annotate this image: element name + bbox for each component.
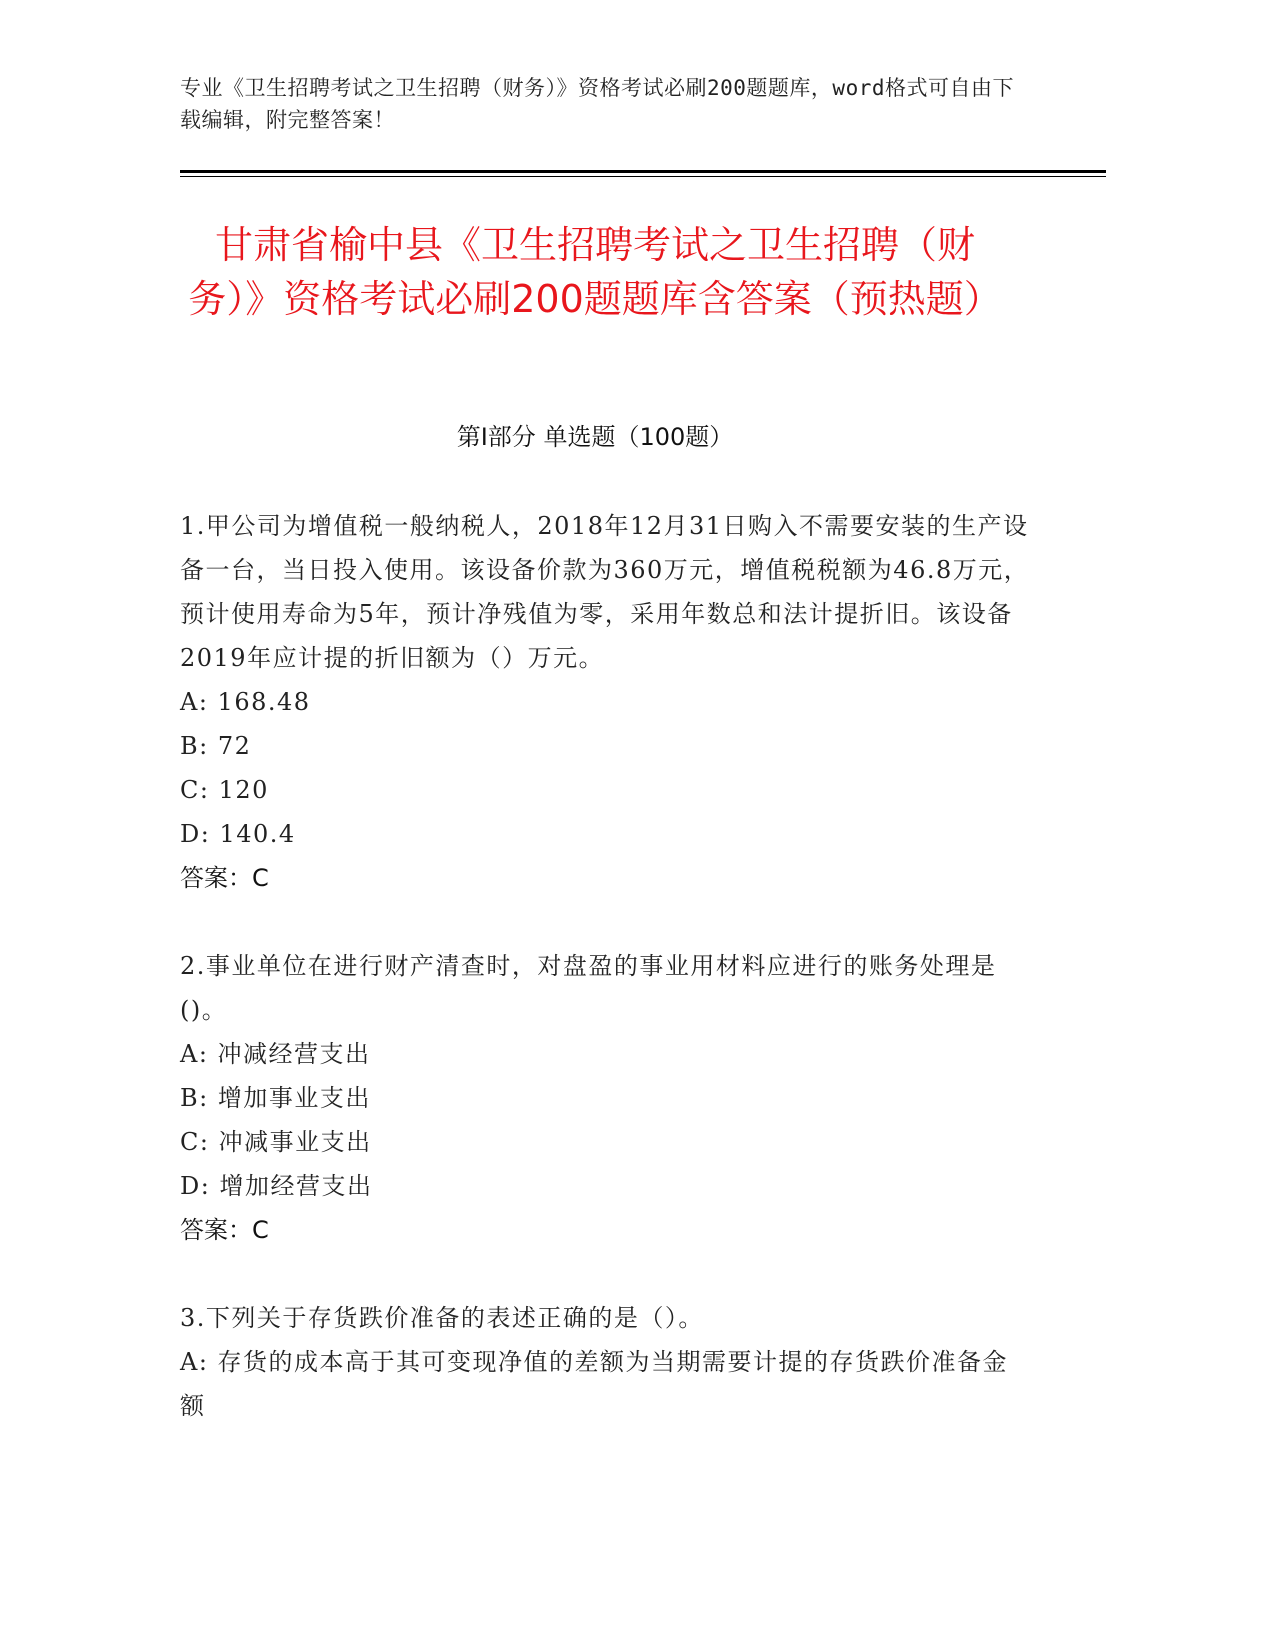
option-a: A: 168.48	[180, 688, 311, 716]
document-title: 甘肃省榆中县《卫生招聘考试之卫生招聘（财务）》资格考试必刷200题题库含答案（预热题）	[188, 223, 1002, 321]
answer: 答案：C	[180, 1216, 269, 1244]
option-d: D: 增加经营支出	[180, 1172, 373, 1200]
question-list	[180, 504, 1030, 1472]
question-1	[180, 504, 1030, 900]
question-stem: 3.下列关于存货跌价准备的表述正确的是（）。	[180, 1304, 704, 1332]
question-stem: 2.事业单位在进行财产清查时，对盘盈的事业用材料应进行的账务处理是()。	[180, 952, 997, 1024]
option-c: C: 冲减事业支出	[180, 1128, 372, 1156]
option-c: C: 120	[180, 776, 269, 804]
question-3	[180, 1296, 1030, 1428]
option-a: A: 存货的成本高于其可变现净值的差额为当期需要计提的存货跌价准备金额	[180, 1348, 1009, 1420]
question-stem: 1.甲公司为增值税一般纳税人，2018年12月31日购入不需要安装的生产设备一台，当日投入使用。该设备价款为360万元，增值税税额为46.8万元，预计使用寿命为5年，预计净残值为零，采用年数总和法计提折旧。该设备2019年应计提的折旧额为（）万元。	[180, 512, 1030, 672]
option-b: B: 72	[180, 732, 252, 760]
option-a: A: 冲减经营支出	[180, 1040, 371, 1068]
answer: 答案：C	[180, 864, 269, 892]
question-2	[180, 944, 1030, 1252]
option-b: B: 增加事业支出	[180, 1084, 371, 1112]
section-heading: 第I部分 单选题（100题）	[456, 423, 734, 451]
header-divider-thin	[180, 176, 1106, 177]
option-d: D: 140.4	[180, 820, 296, 848]
header-divider-thick	[180, 170, 1106, 173]
header-note: 专业《卫生招聘考试之卫生招聘（财务）》资格考试必刷200题题库，word格式可自由下载编辑，附完整答案！	[180, 76, 1014, 132]
